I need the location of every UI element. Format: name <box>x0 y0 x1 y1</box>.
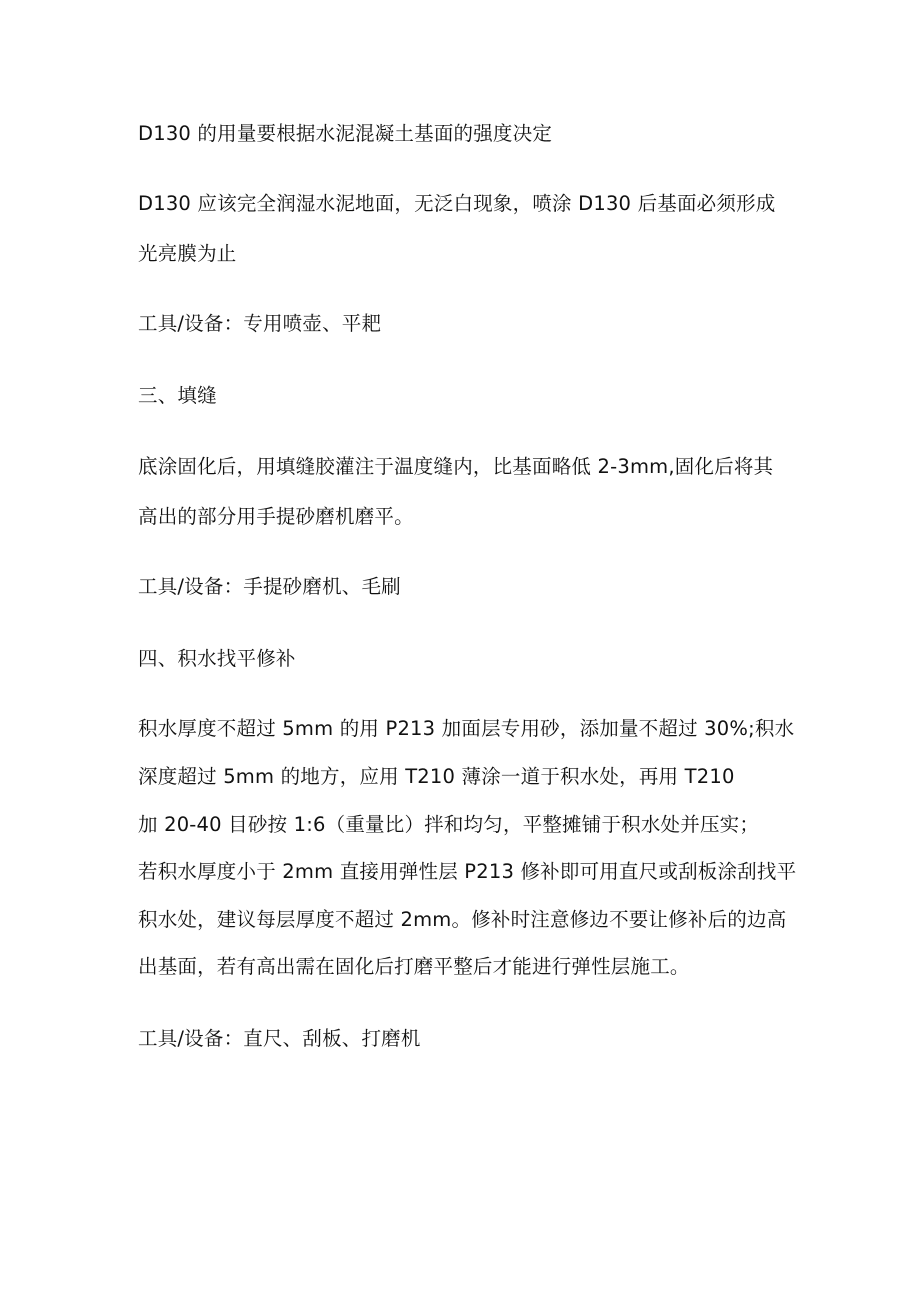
paragraph-water-leveling-line-4: 若积水厚度小于 2mm 直接用弹性层 P213 修补即可用直尺或刮板涂刮找平 <box>138 860 797 883</box>
section-heading-water-leveling: 四、积水找平修补 <box>138 647 296 670</box>
paragraph-water-leveling-line-1: 积水厚度不超过 5mm 的用 P213 加面层专用砂，添加量不超过 30%;积水 <box>138 717 795 740</box>
tools-line-sander: 工具/设备：手提砂磨机、毛刷 <box>138 575 401 598</box>
paragraph-water-leveling-line-2: 深度超过 5mm 的地方，应用 T210 薄涂一道于积水处，再用 T210 <box>138 765 735 788</box>
paragraph-water-leveling-line-6: 出基面，若有高出需在固化后打磨平整后才能进行弹性层施工。 <box>138 955 690 978</box>
tools-line-spray: 工具/设备：专用喷壶、平耙 <box>138 312 382 335</box>
tools-line-ruler: 工具/设备：直尺、刮板、打磨机 <box>138 1027 421 1050</box>
paragraph-water-leveling-line-3: 加 20-40 目砂按 1:6（重量比）拌和均匀，平整摊铺于积水处并压实； <box>138 813 760 836</box>
paragraph-joint-filling-line-2: 高出的部分用手提砂磨机磨平。 <box>138 505 414 528</box>
paragraph-d130-dosage: D130 的用量要根据水泥混凝土基面的强度决定 <box>138 122 553 145</box>
paragraph-d130-wetting-line-1: D130 应该完全润湿水泥地面，无泛白现象，喷涂 D130 后基面必须形成 <box>138 192 776 215</box>
paragraph-water-leveling-line-5: 积水处，建议每层厚度不超过 2mm。修补时注意修边不要让修补后的边高 <box>138 908 787 931</box>
section-heading-joint-filling: 三、填缝 <box>138 384 217 407</box>
paragraph-joint-filling-line-1: 底涂固化后，用填缝胶灌注于温度缝内，比基面略低 2-3mm,固化后将其 <box>138 455 774 478</box>
paragraph-d130-wetting-line-2: 光亮膜为止 <box>138 242 237 265</box>
